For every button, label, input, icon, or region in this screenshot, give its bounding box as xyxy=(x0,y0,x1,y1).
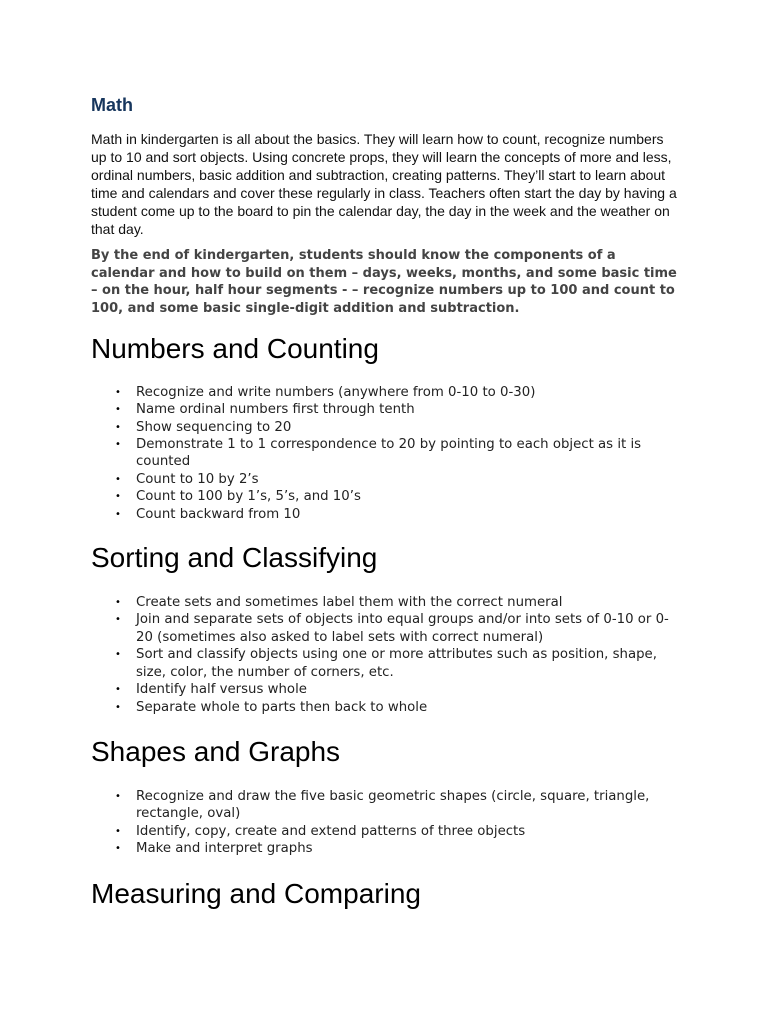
list-item-text: Identify half versus whole xyxy=(136,682,307,698)
bullet-icon: • xyxy=(115,421,121,433)
bullet-list-numbers xyxy=(91,384,681,523)
summary-paragraph: By the end of kindergarten, students should know the components of a calendar and how to build on them – days, weeks, months, and some basic time – on the hour, half hour segments - – recognize numbers up to 100 and count to 100, and some basic single-digit addition and subtraction. xyxy=(91,248,677,317)
bullet-icon: • xyxy=(115,439,121,451)
list-item-text: Make and interpret graphs xyxy=(136,841,313,857)
list-item-text: Identify, copy, create and extend patterns of three objects xyxy=(136,823,526,839)
list-item-text: Join and separate sets of objects into equal groups and/or into sets of 0-10 or 0-20 (sometimes also asked to label sets with correct numeral) xyxy=(136,612,669,645)
list-item xyxy=(91,840,681,857)
intro-paragraph: Math in kindergarten is all about the basics. They will learn how to count, recognize numbers up to 10 and sort objects. Using concrete props, they will learn the concepts of more and less, ordinal numbers, basic addition and subtraction, creating patterns. They’ll start to learn about time and calendars and cover these regularly in class. Teachers often start the day by having a student come up to the board to pin the calendar day, the day in the week and the weather on that day. xyxy=(91,131,677,237)
list-item-text: Demonstrate 1 to 1 correspondence to 20 by pointing to each object as it is counted xyxy=(136,437,642,470)
list-item xyxy=(91,419,681,436)
list-item xyxy=(91,506,681,523)
list-item xyxy=(91,471,681,488)
bullet-icon: • xyxy=(115,649,121,661)
list-item xyxy=(91,384,681,401)
bullet-icon: • xyxy=(115,684,121,696)
bullet-icon: • xyxy=(115,386,121,398)
list-item-text: Sort and classify objects using one or more attributes such as position, shape, size, color, the number of corners, etc. xyxy=(136,647,657,680)
bullet-icon: • xyxy=(115,404,121,416)
bullet-icon: • xyxy=(115,825,121,837)
list-item xyxy=(91,646,681,681)
list-item-text: Count to 100 by 1’s, 5’s, and 10’s xyxy=(136,489,361,505)
bullet-list-sorting xyxy=(91,594,681,716)
list-item-text: Show sequencing to 20 xyxy=(136,419,292,435)
document-page xyxy=(91,92,681,911)
list-item xyxy=(91,594,681,611)
bullet-icon: • xyxy=(115,614,121,626)
list-item xyxy=(91,699,681,716)
document-title: Math xyxy=(91,95,133,115)
section-heading-sorting-and-classifying: Sorting and Classifying xyxy=(91,542,378,574)
bullet-list-shapes xyxy=(91,788,681,858)
list-item xyxy=(91,681,681,698)
list-item-text: Separate whole to parts then back to whole xyxy=(136,699,428,715)
list-item-text: Count to 10 by 2’s xyxy=(136,471,259,487)
section-heading-measuring-and-comparing: Measuring and Comparing xyxy=(91,877,421,909)
list-item-text: Create sets and sometimes label them with the correct numeral xyxy=(136,595,563,611)
bullet-icon: • xyxy=(115,790,121,802)
bullet-icon: • xyxy=(115,701,121,713)
bullet-icon: • xyxy=(115,843,121,855)
bullet-icon: • xyxy=(115,491,121,503)
list-item xyxy=(91,401,681,418)
list-item-text: Name ordinal numbers first through tenth xyxy=(136,402,415,418)
list-item xyxy=(91,788,681,823)
list-item xyxy=(91,611,681,646)
list-item-text: Recognize and write numbers (anywhere from 0-10 to 0-30) xyxy=(136,384,536,400)
list-item xyxy=(91,436,681,471)
bullet-icon: • xyxy=(115,597,121,609)
list-item-text: Recognize and draw the five basic geometric shapes (circle, square, triangle, rectangle, oval) xyxy=(136,788,650,822)
list-item xyxy=(91,823,681,840)
section-heading-shapes-and-graphs: Shapes and Graphs xyxy=(91,735,341,767)
bullet-icon: • xyxy=(115,508,121,520)
list-item-text: Count backward from 10 xyxy=(136,506,301,522)
bullet-icon: • xyxy=(115,473,121,485)
list-item xyxy=(91,488,681,505)
section-heading-numbers-and-counting: Numbers and Counting xyxy=(91,332,379,364)
